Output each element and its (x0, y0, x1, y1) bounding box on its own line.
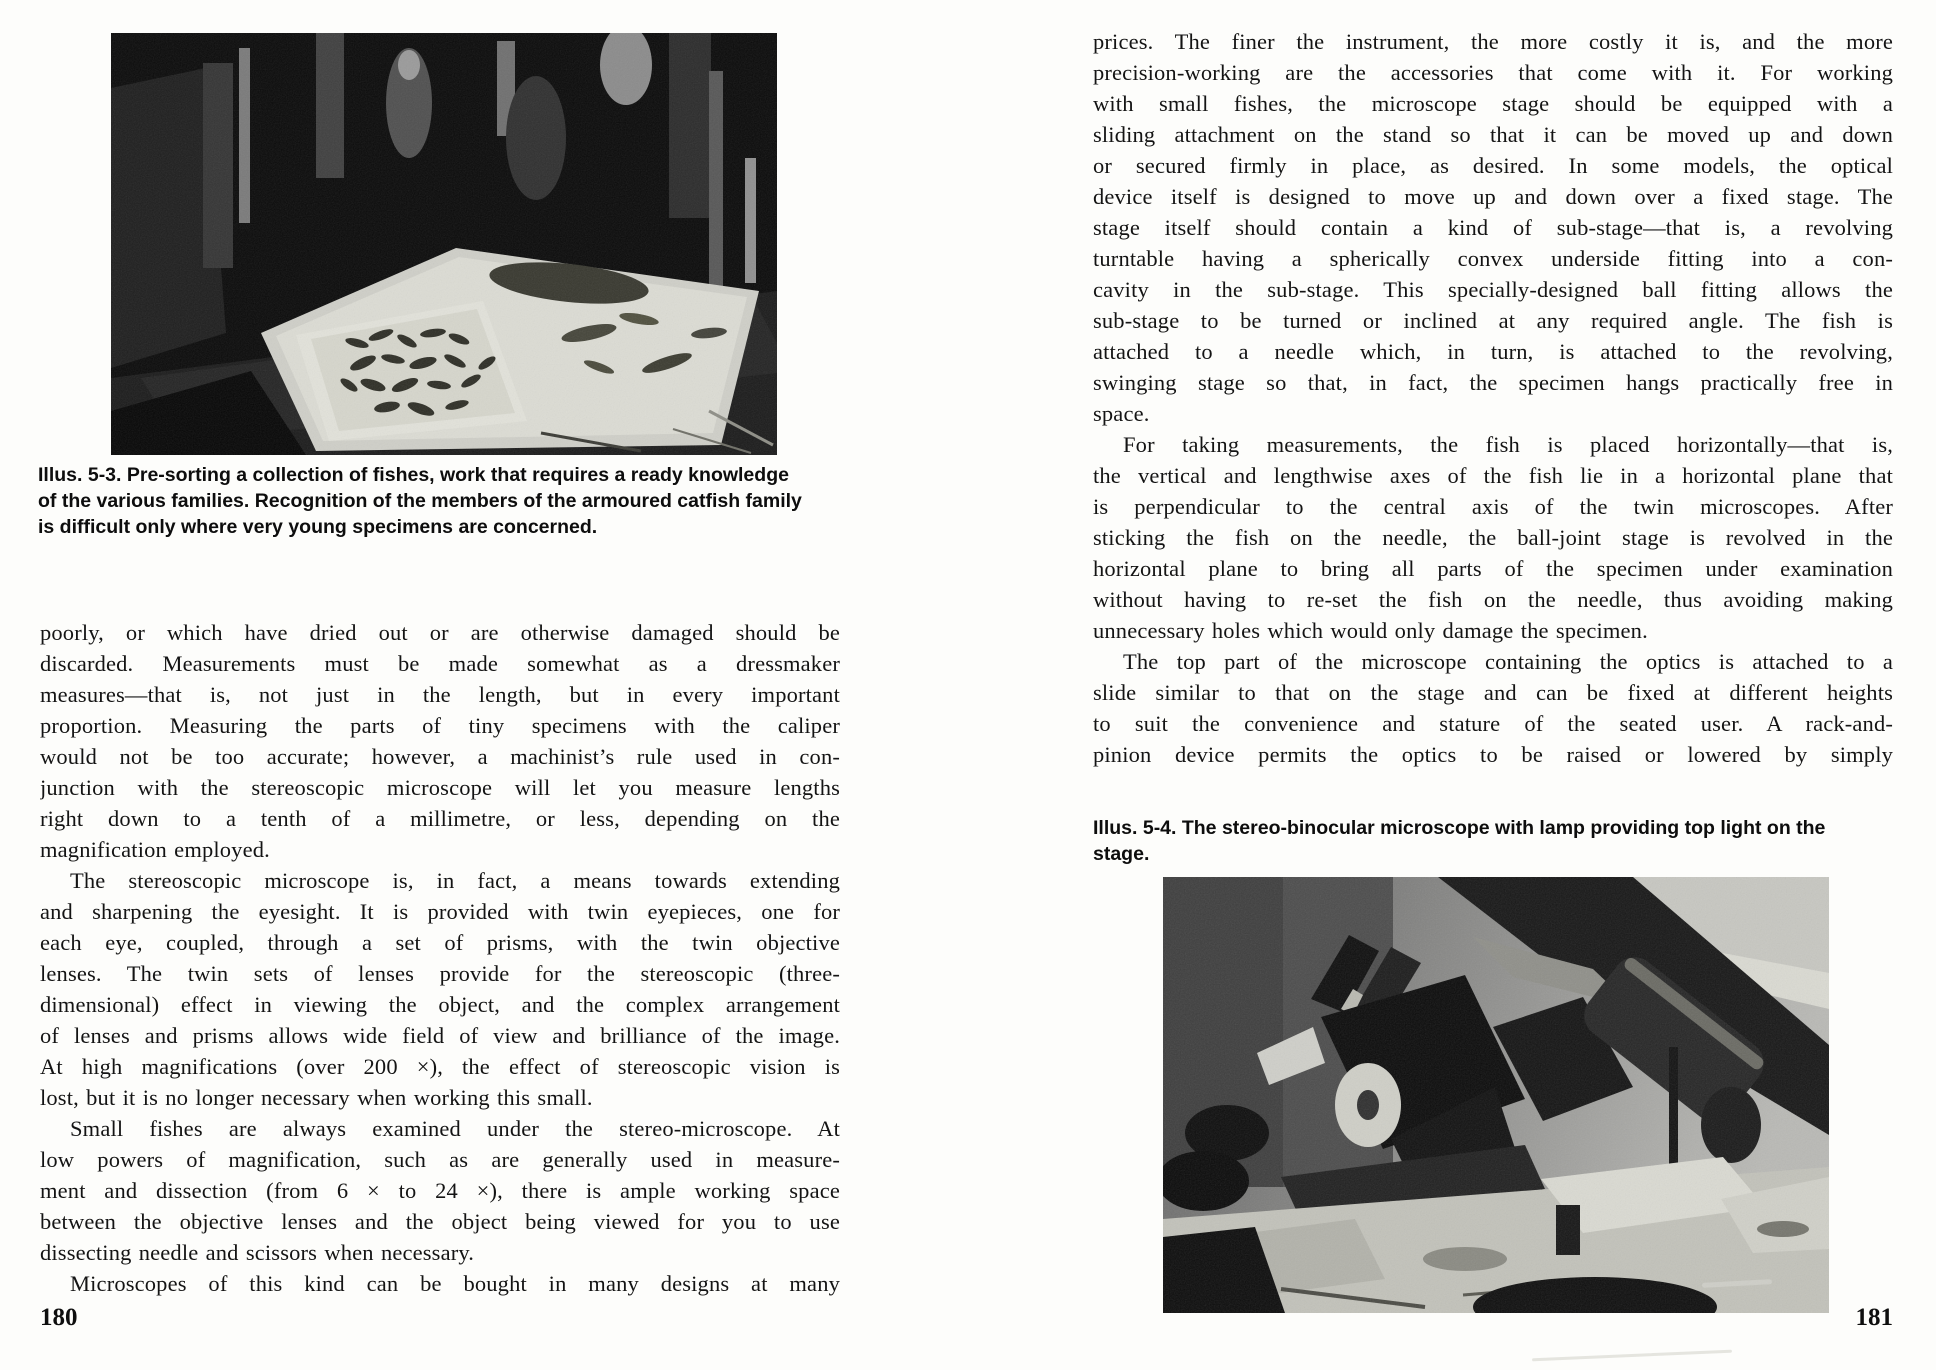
body-text-line: Small fishes are always examined under the stereo-microscope. At (70, 1116, 840, 1141)
body-text-line: is perpendicular to the central axis of the twin microscopes. After (1093, 494, 1893, 519)
body-text-line: to suit the convenience and stature of the seated user. A rack-and- (1093, 711, 1893, 736)
body-text-line: with small fishes, the microscope stage should be equipped with a (1093, 91, 1893, 116)
body-text-line: the vertical and lengthwise axes of the fish lie in a horizontal plane that (1093, 463, 1893, 488)
microscope-illustration (1163, 877, 1829, 1313)
body-text-line: each eye, coupled, through a set of prisms, with the twin objective (40, 930, 840, 955)
caption-line: Illus. 5-4. The stereo-binocular microscope with lamp providing top light on the (1093, 817, 1826, 839)
caption-line: is difficult only where very young specimens are concerned. (38, 516, 598, 538)
body-text-line: discarded. Measurements must be made somewhat as a dressmaker (40, 651, 840, 676)
illus-5-3-caption (38, 462, 858, 540)
body-text-line: For taking measurements, the fish is placed horizontally—that is, (1123, 432, 1893, 457)
body-text-line: space. (1093, 401, 1150, 426)
caption-line: stage. (1093, 843, 1150, 865)
body-text-line: pinion device permits the optics to be raised or lowered by simply (1093, 742, 1893, 767)
page-number-left: 180 (40, 1304, 78, 1331)
body-text-line: The stereoscopic microscope is, in fact, a means towards extending (70, 868, 840, 893)
body-text-line: without having to re-set the fish on the needle, thus avoiding making (1093, 587, 1893, 612)
body-text-line: precision-working are the accessories that come with it. For working (1093, 60, 1893, 85)
body-text-line: poorly, or which have dried out or are otherwise damaged should be (40, 620, 840, 645)
body-text-line: At high magnifications (over 200 ×), the effect of stereoscopic vision is (40, 1054, 840, 1079)
body-text-line: horizontal plane to bring all parts of the specimen under examination (1093, 556, 1893, 581)
body-text-line: or secured firmly in place, as desired. In some models, the optical (1093, 153, 1893, 178)
body-text-line: unnecessary holes which would only damage the specimen. (1093, 618, 1648, 643)
body-text-line: attached to a needle which, in turn, is attached to the revolving, (1093, 339, 1893, 364)
body-text-line: measures—that is, not just in the length, but in every important (40, 682, 840, 707)
body-text-line: device itself is designed to move up and down over a fixed stage. The (1093, 184, 1893, 209)
scan-artifact-line (1532, 1350, 1732, 1362)
body-text-line: Microscopes of this kind can be bought in many designs at many (70, 1271, 840, 1296)
caption-line: of the various families. Recognition of the members of the armoured catfish family (38, 490, 802, 512)
body-text-line: dimensional) effect in viewing the object, and the complex arrangement (40, 992, 840, 1017)
body-text-line: lost, but it is no longer necessary when working this small. (40, 1085, 593, 1110)
body-text-line: junction with the stereoscopic microscope will let you measure lengths (40, 775, 840, 800)
body-text-line: sub-stage to be turned or inclined at any required angle. The fish is (1093, 308, 1893, 333)
body-text-line: lenses. The twin sets of lenses provide for the stereoscopic (three- (40, 961, 840, 986)
body-text-line: between the objective lenses and the object being viewed for you to use (40, 1209, 840, 1234)
body-text-line: slide similar to that on the stage and can be fixed at different heights (1093, 680, 1893, 705)
body-text-line: sliding attachment on the stand so that it can be moved up and down (1093, 122, 1893, 147)
body-text-line: turntable having a spherically convex underside fitting into a con- (1093, 246, 1893, 271)
body-text-line: cavity in the sub-stage. This specially-designed ball fitting allows the (1093, 277, 1893, 302)
left-page-body-text (40, 617, 840, 1299)
fish-trays-illustration (111, 33, 777, 455)
right-page-body-text (1093, 26, 1893, 770)
body-text-line: ment and dissection (from 6 × to 24 ×), there is ample working space (40, 1178, 840, 1203)
body-text-line: and sharpening the eyesight. It is provided with twin eyepieces, one for (40, 899, 840, 924)
body-text-line: would not be too accurate; however, a machinist’s rule used in con- (40, 744, 840, 769)
body-text-line: swinging stage so that, in fact, the specimen hangs practically free in (1093, 370, 1893, 395)
illus-5-4-photo (1163, 877, 1829, 1313)
illus-5-3-photo (111, 33, 777, 455)
body-text-line: The top part of the microscope containing the optics is attached to a (1123, 649, 1893, 674)
body-text-line: proportion. Measuring the parts of tiny specimens with the caliper (40, 713, 840, 738)
page-number-right: 181 (1855, 1304, 1893, 1331)
body-text-line: dissecting needle and scissors when necessary. (40, 1240, 475, 1265)
body-text-line: magnification employed. (40, 837, 270, 862)
illus-5-4-caption (1093, 815, 1913, 867)
body-text-line: sticking the fish on the needle, the ball-joint stage is revolved in the (1093, 525, 1893, 550)
body-text-line: right down to a tenth of a millimetre, or less, depending on the (40, 806, 840, 831)
body-text-line: stage itself should contain a kind of sub-stage—that is, a revolving (1093, 215, 1893, 240)
caption-line: Illus. 5-3. Pre-sorting a collection of fishes, work that requires a ready knowledge (38, 464, 789, 486)
body-text-line: low powers of magnification, such as are generally used in measure- (40, 1147, 840, 1172)
body-text-line: prices. The finer the instrument, the more costly it is, and the more (1093, 29, 1893, 54)
body-text-line: of lenses and prisms allows wide field of view and brilliance of the image. (40, 1023, 840, 1048)
